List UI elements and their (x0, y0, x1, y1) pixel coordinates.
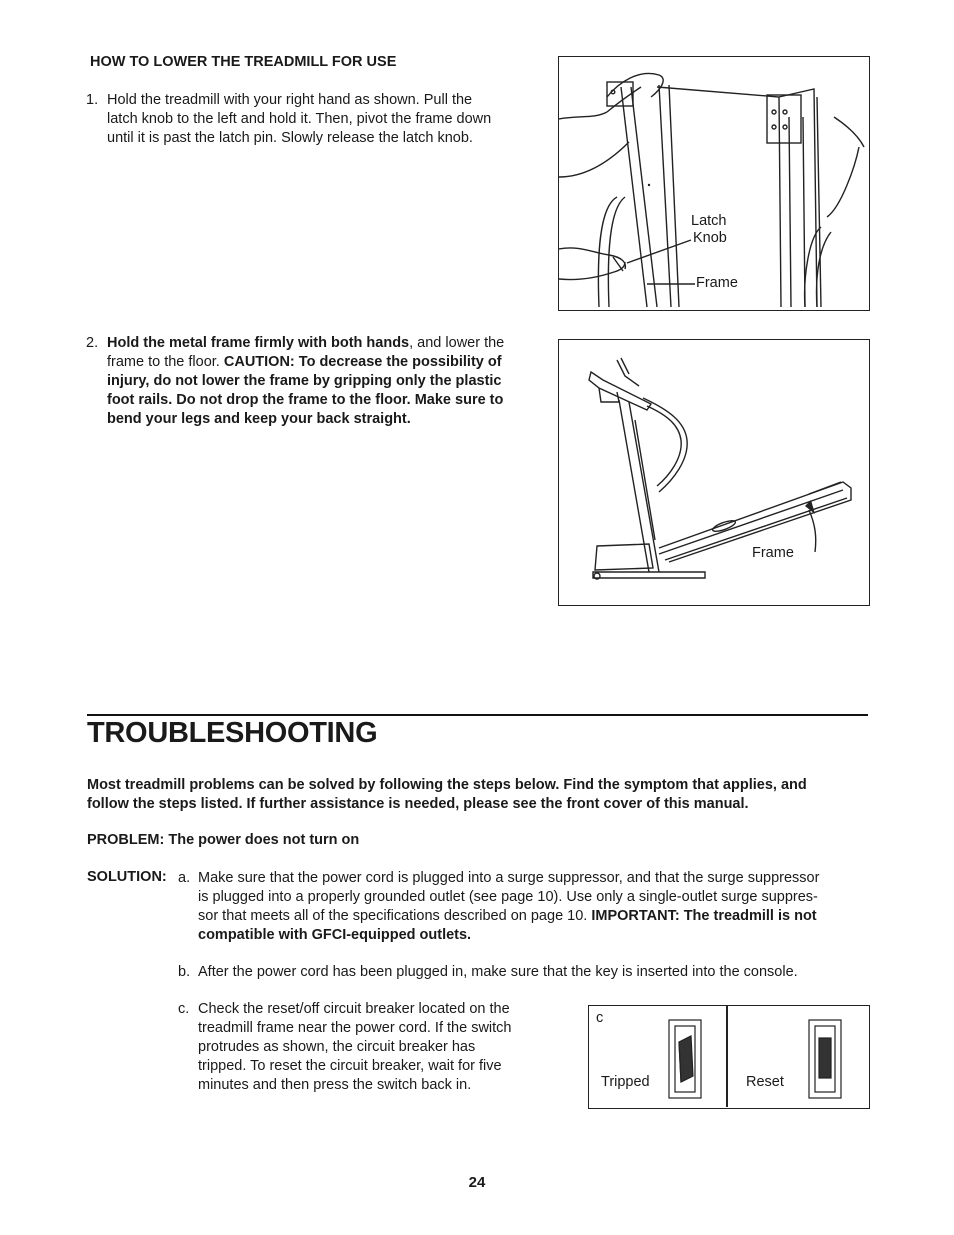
step-bold: Hold the metal frame firmly with both hands (107, 335, 410, 351)
label-frame: Frame (752, 545, 794, 561)
section-divider (87, 714, 868, 716)
treadmill-lowering-illustration (559, 340, 871, 607)
step-text (107, 334, 504, 429)
item-letter: b. (178, 964, 191, 980)
intro-text (87, 776, 877, 814)
page-heading: TROUBLESHOOTING (87, 717, 378, 749)
intro-line: Most treadmill problems can be solved by following the steps below. Find the symptom that applies, and (87, 777, 807, 793)
item-line: treadmill frame near the power cord. If the switch (198, 1020, 512, 1036)
label-reset: Reset (746, 1074, 784, 1090)
item-bold: IMPORTANT: The treadmill is not (591, 908, 817, 924)
figure-circuit-breaker (588, 1005, 870, 1109)
page-number: 24 (468, 1174, 486, 1191)
item-line: Make sure that the power cord is plugged into a surge suppressor, and that the surge suppressor (198, 870, 820, 886)
step-line: Hold the treadmill with your right hand as shown. Pull the (107, 92, 473, 108)
item-letter: c. (178, 1001, 190, 1017)
item-text: After the power cord has been plugged in, make sure that the key is inserted into the console. (198, 964, 798, 980)
step-bold: injury, do not lower the frame by gripping only the plastic (107, 373, 502, 389)
item-line: is plugged into a properly grounded outlet (see page 10). Use only a single-outlet surge suppres- (198, 889, 818, 905)
solution-item-b (178, 963, 878, 983)
item-text (198, 869, 819, 945)
solution-item-c (178, 1000, 578, 1100)
step-line (107, 334, 504, 353)
step-text (107, 91, 491, 148)
item-bold: compatible with GFCI-equipped outlets. (198, 927, 472, 943)
item-line: tripped. To reset the circuit breaker, wait for five (198, 1058, 502, 1074)
label-frame: Frame (696, 275, 738, 291)
label-knob: Knob (693, 230, 727, 246)
problem-statement: PROBLEM: The power does not turn on (87, 832, 360, 848)
step-line (107, 391, 504, 410)
step-plain: frame to the floor. (107, 354, 224, 370)
item-line (198, 926, 819, 945)
label-tripped: Tripped (601, 1074, 650, 1090)
step-line (107, 372, 504, 391)
item-letter: a. (178, 870, 191, 886)
step-line: latch knob to the left and hold it. Then, pivot the frame down (107, 111, 492, 127)
step-number: 1. (86, 92, 99, 108)
figure-letter: c (596, 1010, 604, 1026)
section-title: HOW TO LOWER THE TREADMILL FOR USE (90, 54, 397, 70)
step-line (107, 410, 504, 429)
item-line: minutes and then press the switch back in. (198, 1077, 472, 1093)
item-text (198, 1000, 512, 1095)
treadmill-folded-illustration (559, 57, 871, 312)
item-line: protrudes as shown, the circuit breaker has (198, 1039, 476, 1055)
step-bold: bend your legs and keep your back straight. (107, 411, 411, 427)
item-plain: sor that meets all of the specifications described on page 10. (198, 908, 592, 924)
step-line: until it is past the latch pin. Slowly release the latch knob. (107, 130, 473, 146)
step-plain: , and lower the (409, 335, 505, 351)
step-bold: foot rails. Do not drop the frame to the floor. Make sure to (107, 392, 504, 408)
step-2 (86, 334, 536, 434)
step-1 (86, 91, 536, 151)
item-line (198, 907, 819, 926)
label-latch: Latch (691, 213, 727, 229)
intro-line: follow the steps listed. If further assistance is needed, please see the front cover of this manual. (87, 796, 749, 812)
figure-latch-knob (558, 56, 870, 311)
item-line: Check the reset/off circuit breaker located on the (198, 1001, 510, 1017)
figure-lowering-frame (558, 339, 870, 606)
breaker-switch-illustrations (589, 1006, 871, 1110)
step-line (107, 353, 504, 372)
step-bold: CAUTION: To decrease the possibility of (223, 354, 502, 370)
solution-label: SOLUTION: (87, 869, 167, 885)
step-number: 2. (86, 335, 99, 351)
solution-item-a (178, 869, 878, 949)
